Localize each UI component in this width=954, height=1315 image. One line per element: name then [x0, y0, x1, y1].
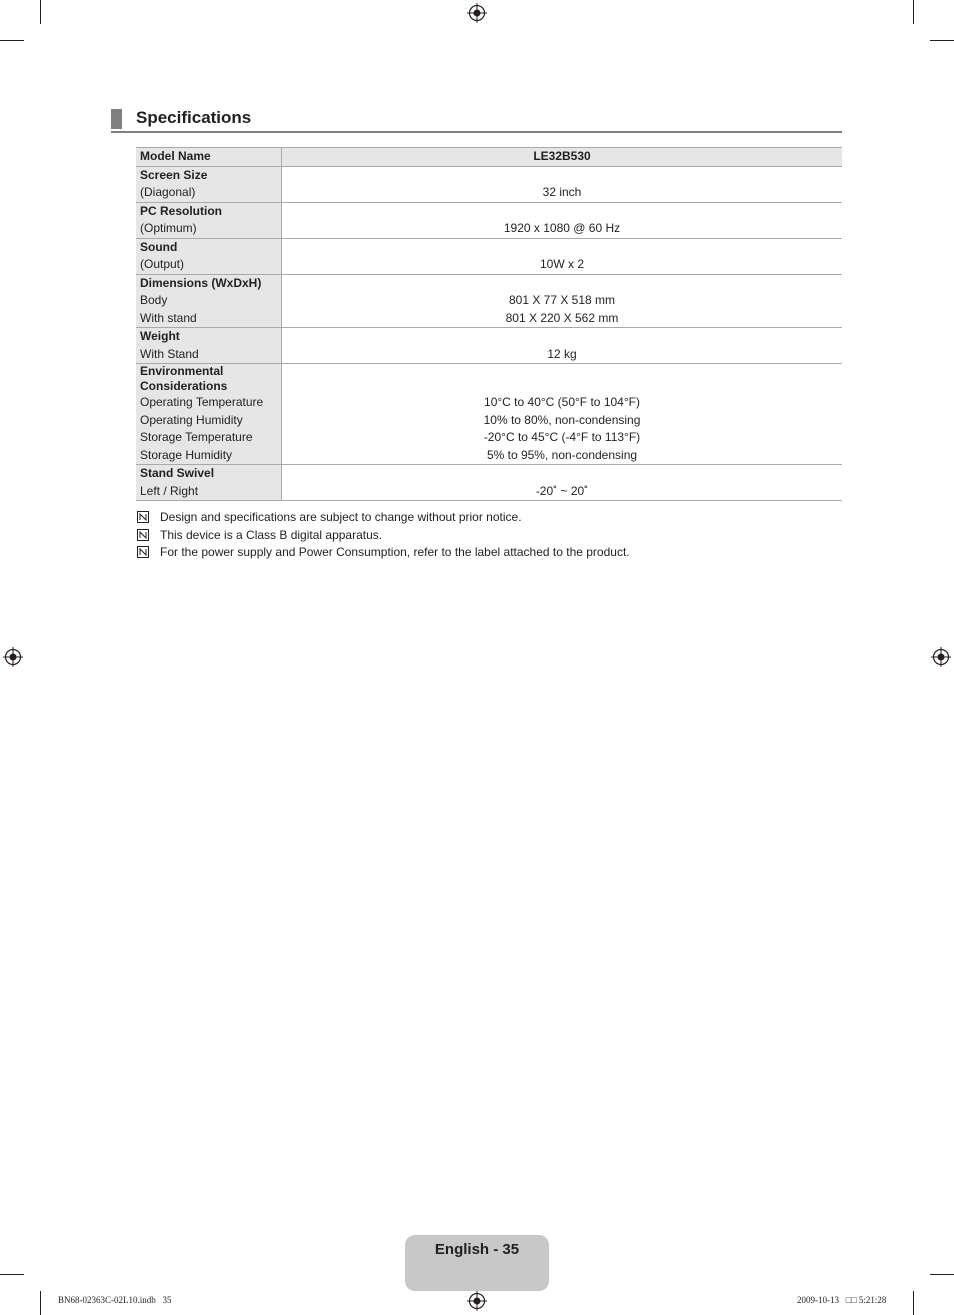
row-sub: Operating Humidity	[140, 412, 243, 427]
row-title: Considerations	[140, 379, 228, 393]
value-line: 801 X 77 X 518 mm	[508, 293, 616, 307]
value-line: 1920 x 1080 @ 60 Hz	[503, 221, 621, 235]
notes-list	[137, 509, 842, 562]
table-row	[136, 364, 842, 465]
row-value	[282, 202, 843, 238]
page-number: English - 35	[434, 1241, 520, 1258]
row-title: PC Resolution	[140, 203, 223, 218]
specifications-table	[136, 147, 842, 501]
row-sub: Storage Humidity	[140, 447, 233, 462]
note-icon	[137, 546, 149, 558]
note-item	[137, 527, 842, 545]
row-sub: Left / Right	[140, 483, 199, 498]
row-value	[282, 274, 843, 328]
slug-timestamp: 2009-10-13 □□ 5:21:28	[797, 1295, 887, 1305]
row-label	[136, 364, 282, 465]
table-row	[136, 328, 842, 364]
row-value	[282, 328, 843, 364]
row-label	[136, 166, 282, 202]
row-sub: (Output)	[140, 257, 185, 271]
note-text: Design and specifications are subject to change without prior notice.	[160, 510, 522, 524]
row-value	[282, 166, 843, 202]
value-line: 10% to 80%, non-condensing	[483, 412, 641, 427]
note-icon	[137, 511, 149, 523]
page-title: Specifications	[136, 108, 252, 127]
row-sub: With stand	[140, 310, 197, 325]
value-line: -20˚ ~ 20˚	[535, 483, 589, 498]
row-sub: With Stand	[140, 346, 199, 361]
row-title: Dimensions (WxDxH)	[140, 275, 262, 290]
row-title: Screen Size	[140, 167, 208, 182]
table-row	[136, 238, 842, 274]
row-sub: (Diagonal)	[140, 185, 196, 199]
header-label: Model Name	[136, 148, 282, 167]
row-label	[136, 202, 282, 238]
crop-mark	[40, 0, 41, 24]
crop-mark	[930, 40, 954, 41]
row-title: Sound	[140, 239, 178, 254]
crop-mark	[913, 0, 914, 24]
row-label	[136, 274, 282, 328]
section-heading	[111, 107, 842, 133]
crop-mark	[930, 1274, 954, 1275]
value-line: 32 inch	[542, 185, 582, 199]
registration-mark-icon	[467, 3, 487, 23]
row-title: Environmental	[140, 364, 224, 378]
row-label	[136, 238, 282, 274]
value-line: 801 X 220 X 562 mm	[505, 310, 619, 325]
value-line: -20°C to 45°C (-4°F to 113°F)	[483, 430, 641, 444]
table-row	[136, 166, 842, 202]
value-line: 12 kg	[547, 346, 577, 361]
row-sub: (Optimum)	[140, 221, 197, 235]
row-value	[282, 465, 843, 501]
header-value: LE32B530	[282, 148, 843, 167]
table-row	[136, 274, 842, 328]
registration-mark-icon	[467, 1291, 487, 1311]
note-item	[137, 544, 842, 562]
row-label	[136, 465, 282, 501]
row-title: Weight	[140, 329, 180, 343]
row-label	[136, 328, 282, 364]
crop-mark	[0, 1274, 24, 1275]
value-line: 5% to 95%, non-condensing	[486, 447, 638, 462]
row-sub: Operating Temperature	[140, 395, 264, 409]
row-value	[282, 364, 843, 465]
note-text: This device is a Class B digital apparatus.	[160, 527, 383, 542]
crop-mark	[913, 1291, 914, 1315]
table-row	[136, 465, 842, 501]
note-item	[137, 509, 842, 527]
table-header-row	[136, 148, 842, 167]
slug-file: BN68-02363C-02L10.indb 35	[58, 1295, 172, 1305]
row-title: Stand Swivel	[140, 466, 215, 480]
row-sub: Body	[140, 293, 168, 307]
row-sub: Storage Temperature	[140, 430, 253, 444]
note-text: For the power supply and Power Consumption, refer to the label attached to the product.	[160, 545, 630, 559]
page-number-tab	[405, 1235, 549, 1291]
row-value	[282, 238, 843, 274]
note-icon	[137, 529, 149, 541]
registration-mark-icon	[931, 647, 951, 667]
table-row	[136, 202, 842, 238]
heading-bar	[111, 109, 122, 129]
value-line: 10W x 2	[539, 257, 584, 271]
crop-mark	[0, 40, 24, 41]
registration-mark-icon	[3, 647, 23, 667]
crop-mark	[40, 1291, 41, 1315]
value-line: 10°C to 40°C (50°F to 104°F)	[484, 395, 640, 409]
